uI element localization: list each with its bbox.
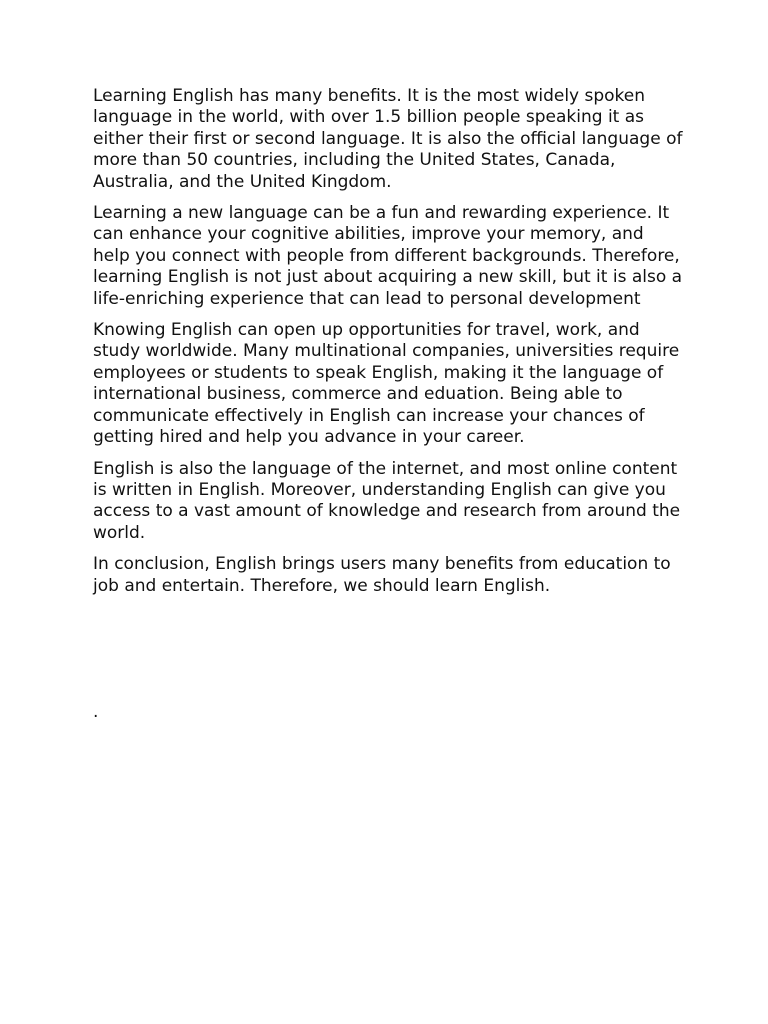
paragraph-conclusion: In conclusion, English brings users many benefits from education to job and entertain. Therefore, we should learn English.: [93, 554, 671, 596]
paragraph-learning-experience: Learning a new language can be a fun and rewarding experience. It can enhance your cognitive abilities, improve your memory, and help you connect with people from different backgrounds. Therefore, learning English is not just about acquiring a new skill, but it is also a life-enriching experience that can lead to personal development: [93, 203, 683, 309]
paragraph-opportunities: Knowing English can open up opportunities for travel, work, and study worldwide. Many multinational companies, universities require employees or students to speak English, making it the language of international business, commerce and eduation. Being able to communicate effectively in English can increase your chances of getting hired and help you advance in your career.: [93, 320, 680, 448]
document-body: [93, 86, 683, 607]
paragraph-internet: English is also the language of the internet, and most online content is written in English. Moreover, understanding English can give you access to a vast amount of knowledge and research from around the world.: [93, 458, 681, 543]
trailing-period: .: [93, 702, 99, 722]
paragraph-benefits-intro: Learning English has many benefits. It is the most widely spoken language in the world, with over 1.5 billion people speaking it as either their first or second language. It is also the official language of more than 50 countries, including the United States, Canada, Australia, and the United Kingdom.: [93, 86, 683, 192]
